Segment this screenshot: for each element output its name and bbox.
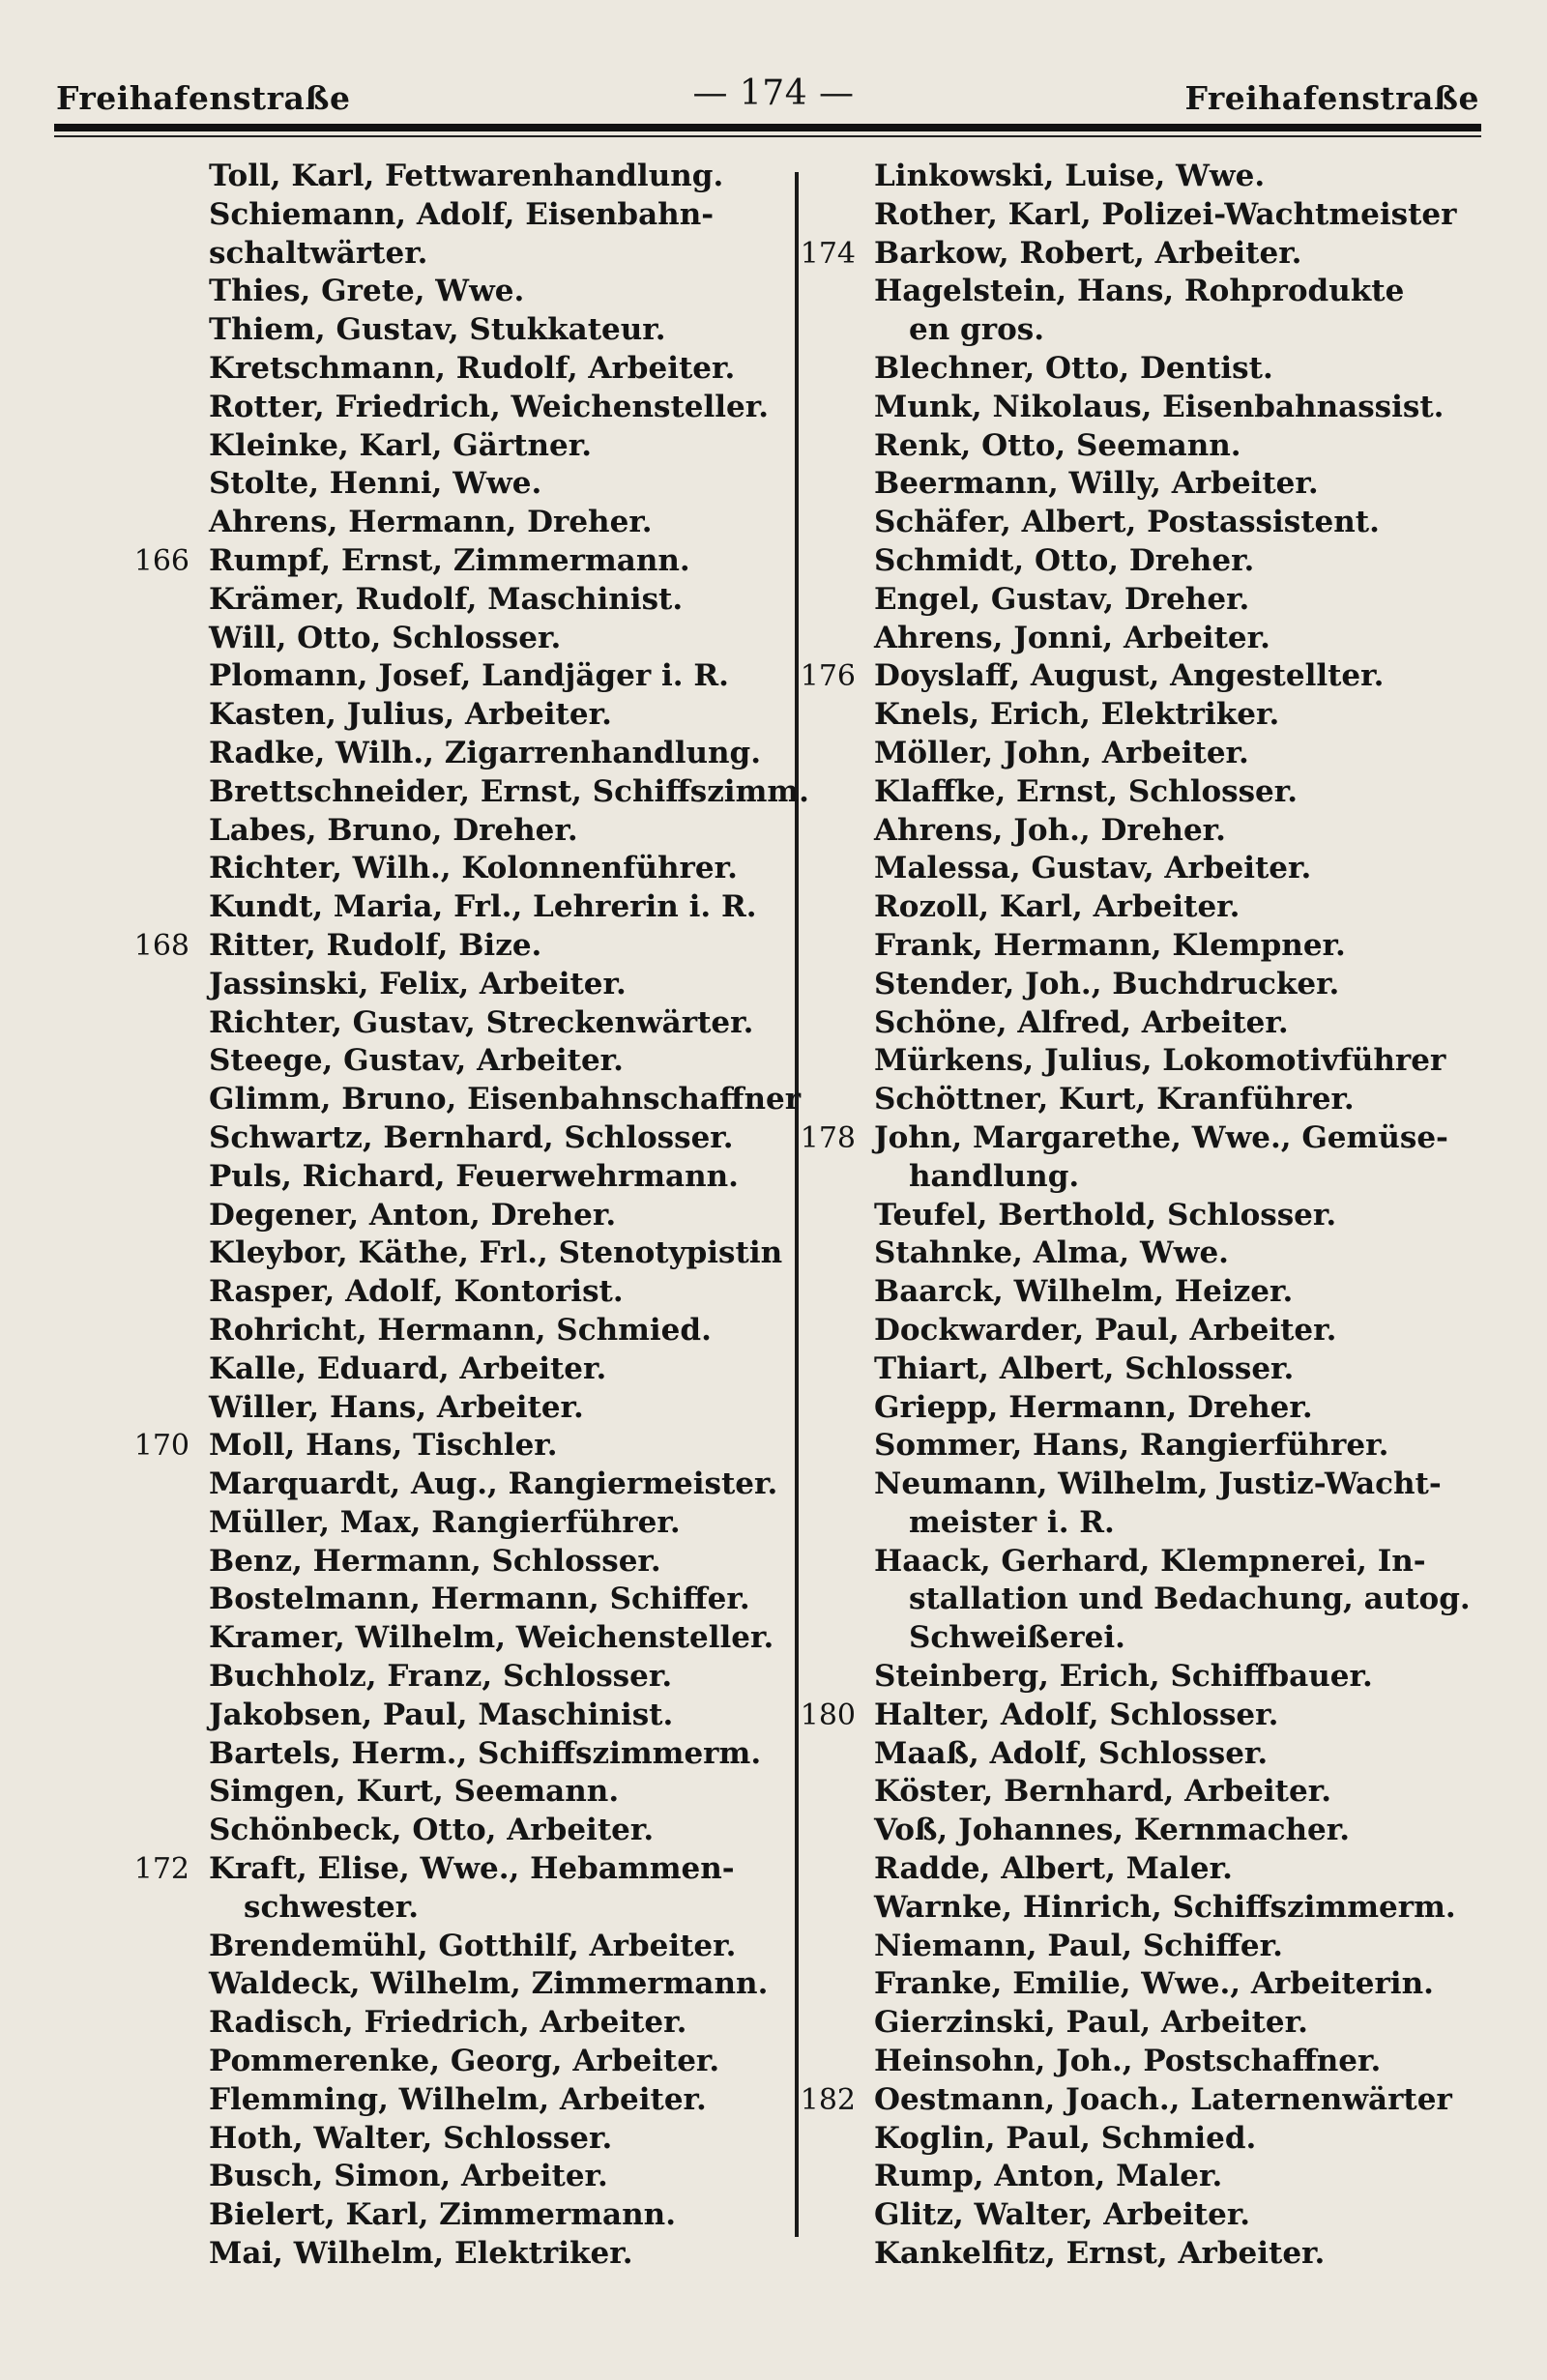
directory-entry <box>93 1658 784 1697</box>
directory-entry <box>93 2235 784 2274</box>
entry-text: Kraft, Elise, Wwe., Hebammen- <box>209 1851 735 1887</box>
directory-entry <box>93 1619 784 1658</box>
entry-text: Renk, Otto, Seemann. <box>874 427 1241 463</box>
house-number: 180 <box>800 1698 856 1732</box>
directory-entry <box>781 696 1497 735</box>
entry-text: Ritter, Rudolf, Bize. <box>209 927 542 963</box>
directory-entry <box>781 1658 1497 1697</box>
directory-entry <box>781 773 1497 812</box>
entry-text: Knels, Erich, Elektriker. <box>874 697 1280 733</box>
directory-entry <box>781 1350 1497 1389</box>
directory-entry <box>781 389 1497 427</box>
entry-text: Toll, Karl, Fettwarenhandlung. <box>209 159 724 193</box>
directory-entry <box>93 465 784 504</box>
directory-entry <box>781 1773 1497 1812</box>
directory-entry <box>781 1273 1497 1312</box>
entry-text: Neumann, Wilhelm, Justiz-Wacht- <box>874 1466 1442 1502</box>
entry-text: Maaß, Adolf, Schlosser. <box>874 1735 1269 1771</box>
directory-entry <box>781 1312 1497 1350</box>
directory-entry <box>781 1389 1497 1428</box>
directory-entry <box>93 1812 784 1850</box>
entry-text: Brettschneider, Ernst, Schiffszimm. <box>209 773 809 809</box>
directory-entry <box>93 1158 784 1197</box>
entry-text: Barkow, Robert, Arbeiter. <box>874 235 1302 271</box>
directory-entry <box>781 927 1497 966</box>
entry-text: Labes, Bruno, Dreher. <box>209 812 578 848</box>
entry-text: Degener, Anton, Dreher. <box>209 1197 617 1233</box>
entry-text: Puls, Richard, Feuerwehrmann. <box>209 1158 739 1194</box>
directory-entry <box>781 966 1497 1004</box>
entry-text: Kundt, Maria, Frl., Lehrerin i. R. <box>209 889 757 925</box>
entry-text: Glitz, Walter, Arbeiter. <box>874 2197 1251 2233</box>
directory-entry <box>93 1504 784 1543</box>
entry-text: Richter, Gustav, Streckenwärter. <box>209 1004 754 1040</box>
entry-text: Bostelmann, Hermann, Schiffer. <box>209 1582 750 1617</box>
entry-text: Mürkens, Julius, Lokomotivführer <box>874 1043 1446 1079</box>
directory-entry <box>781 2196 1497 2235</box>
entry-text: Waldeck, Wilhelm, Zimmermann. <box>209 1966 769 2002</box>
directory-entry <box>781 1965 1497 2004</box>
entry-text: handlung. <box>909 1158 1080 1194</box>
entry-text: Buchholz, Franz, Schlosser. <box>209 1659 673 1695</box>
directory-entry <box>93 850 784 888</box>
directory-entry <box>93 581 784 620</box>
directory-entry <box>93 657 784 696</box>
directory-entry <box>781 812 1497 851</box>
entry-text: Gierzinski, Paul, Arbeiter. <box>874 2005 1308 2041</box>
directory-entry <box>781 350 1497 389</box>
directory-entry <box>781 2235 1497 2274</box>
entry-text: Richter, Wilh., Kolonnenführer. <box>209 851 738 886</box>
entry-text: Munk, Nikolaus, Eisenbahnassist. <box>874 389 1445 424</box>
directory-entry <box>781 311 1497 350</box>
directory-entry <box>781 235 1497 274</box>
directory-entry <box>93 1081 802 1119</box>
entry-text: Blechner, Otto, Dentist. <box>874 350 1273 386</box>
entry-text: Rozoll, Karl, Arbeiter. <box>874 889 1241 925</box>
entry-text: Busch, Simon, Arbeiter. <box>209 2159 608 2194</box>
entry-text: Schönbeck, Otto, Arbeiter. <box>209 1813 655 1848</box>
directory-entry <box>93 1042 784 1081</box>
directory-entry <box>93 196 784 235</box>
directory-entry <box>93 1773 784 1812</box>
entry-text: Halter, Adolf, Schlosser. <box>874 1697 1279 1732</box>
entry-text: Stender, Joh., Buchdrucker. <box>874 966 1340 1001</box>
entry-text: Haack, Gerhard, Klempnerei, In- <box>874 1543 1426 1579</box>
directory-entry <box>93 1312 784 1350</box>
directory-entry <box>93 2196 784 2235</box>
directory-entry <box>781 1119 1497 1158</box>
directory-entry <box>93 1581 784 1619</box>
entry-text: Voß, Johannes, Kernmacher. <box>874 1813 1350 1848</box>
entry-text: Schmidt, Otto, Dreher. <box>874 542 1255 578</box>
directory-entry <box>781 2081 1497 2120</box>
directory-entry <box>781 1697 1497 1735</box>
directory-entry <box>93 504 784 542</box>
directory-entry <box>781 2004 1497 2043</box>
directory-entry <box>781 158 1497 196</box>
directory-entry <box>93 966 784 1004</box>
directory-entry <box>781 1504 1497 1543</box>
entry-text: Will, Otto, Schlosser. <box>209 620 562 655</box>
house-number: 172 <box>133 1852 190 1887</box>
entry-text: Beermann, Willy, Arbeiter. <box>874 466 1319 502</box>
directory-entry <box>93 1197 784 1235</box>
directory-entry <box>93 1350 784 1389</box>
house-number: 168 <box>133 928 190 963</box>
directory-entry <box>93 1697 784 1735</box>
directory-entry <box>781 196 1497 235</box>
entry-text: stallation und Bedachung, autog. <box>909 1582 1471 1617</box>
directory-entry <box>781 1619 1497 1658</box>
entry-text: Rother, Karl, Polizei-Wachtmeister <box>874 196 1457 232</box>
directory-entry <box>781 1042 1497 1081</box>
directory-entry <box>781 1466 1497 1504</box>
entry-text: Baarck, Wilhelm, Heizer. <box>874 1274 1294 1310</box>
directory-entry <box>93 696 784 735</box>
directory-entry <box>93 273 784 311</box>
entry-text: Bielert, Karl, Zimmermann. <box>209 2197 676 2233</box>
entry-text: Rasper, Adolf, Kontorist. <box>209 1274 624 1310</box>
directory-entry <box>781 1581 1497 1619</box>
entry-text: Bartels, Herm., Schiffszimmerm. <box>209 1735 762 1771</box>
entry-text: Linkowski, Luise, Wwe. <box>874 159 1266 193</box>
entry-text: Steege, Gustav, Arbeiter. <box>209 1043 624 1079</box>
entry-text: Engel, Gustav, Dreher. <box>874 581 1250 617</box>
directory-entry <box>781 504 1497 542</box>
directory-entry <box>781 657 1497 696</box>
entry-text: en gros. <box>909 312 1044 348</box>
entry-text: Schiemann, Adolf, Eisenbahn- <box>209 196 715 232</box>
entry-text: Heinsohn, Joh., Postschaffner. <box>874 2044 1382 2079</box>
entry-text: Simgen, Kurt, Seemann. <box>209 1774 620 1810</box>
header-rule-thin <box>54 135 1481 137</box>
entry-text: Sommer, Hans, Rangierführer. <box>874 1428 1389 1464</box>
directory-entry <box>781 1004 1497 1043</box>
directory-entry <box>93 427 784 466</box>
entry-text: Schäfer, Albert, Postassistent. <box>874 505 1380 540</box>
directory-entry <box>93 158 784 196</box>
entry-text: Moll, Hans, Tischler. <box>209 1428 558 1464</box>
entry-text: Kasten, Julius, Arbeiter. <box>209 697 612 733</box>
entry-text: Glimm, Bruno, Eisenbahnschaffner <box>209 1082 802 1117</box>
directory-entry <box>93 1928 784 1966</box>
entry-text: Thiem, Gustav, Stukkateur. <box>209 312 666 348</box>
directory-entry <box>93 1119 784 1158</box>
entry-text: Plomann, Josef, Landjäger i. R. <box>209 658 729 694</box>
directory-entry <box>93 1427 784 1466</box>
entry-text: Griepp, Hermann, Dreher. <box>874 1389 1313 1425</box>
entry-text: Willer, Hans, Arbeiter. <box>209 1389 584 1425</box>
directory-entry <box>781 1735 1497 1774</box>
entry-text: Malessa, Gustav, Arbeiter. <box>874 851 1312 886</box>
entry-text: Pommerenke, Georg, Arbeiter. <box>209 2044 720 2079</box>
entry-text: Oestmann, Joach., Laternenwärter <box>874 2081 1452 2117</box>
directory-entry <box>781 1812 1497 1850</box>
directory-entry <box>93 735 784 773</box>
directory-entry <box>781 1197 1497 1235</box>
house-number: 176 <box>800 659 856 694</box>
directory-entry <box>93 812 784 851</box>
entry-text: Marquardt, Aug., Rangiermeister. <box>209 1466 778 1502</box>
running-header-left: Freihafenstraße <box>56 79 351 117</box>
entry-text: Brendemühl, Gotthilf, Arbeiter. <box>209 1928 737 1963</box>
entry-text: Schwartz, Bernhard, Schlosser. <box>209 1119 734 1155</box>
entry-text: Steinberg, Erich, Schiffbauer. <box>874 1659 1373 1695</box>
entry-text: Klaffke, Ernst, Schlosser. <box>874 773 1299 809</box>
entry-text: Kleinke, Karl, Gärtner. <box>209 427 593 463</box>
house-number: 166 <box>133 543 190 578</box>
directory-entry <box>93 350 784 389</box>
directory-entry <box>781 1543 1497 1582</box>
entry-text: Koglin, Paul, Schmied. <box>874 2120 1257 2156</box>
directory-entry <box>93 2043 784 2081</box>
directory-entry <box>93 1850 784 1889</box>
house-number: 182 <box>800 2082 856 2117</box>
entry-text: Kleybor, Käthe, Frl., Stenotypistin <box>209 1235 783 1271</box>
directory-entry <box>93 1965 784 2004</box>
directory-entry <box>781 735 1497 773</box>
entry-text: Kretschmann, Rudolf, Arbeiter. <box>209 350 736 386</box>
running-header-right: Freihafenstraße <box>1184 79 1479 117</box>
directory-entry <box>781 1889 1497 1928</box>
entry-text: Radisch, Friedrich, Arbeiter. <box>209 2005 687 2041</box>
entry-text: Kramer, Wilhelm, Weichensteller. <box>209 1620 774 1656</box>
directory-entry <box>93 2120 784 2159</box>
directory-entry <box>93 1543 784 1582</box>
entry-text: Teufel, Berthold, Schlosser. <box>874 1197 1337 1233</box>
entry-text: Stolte, Henni, Wwe. <box>209 466 542 502</box>
entry-text: Radke, Wilh., Zigarrenhandlung. <box>209 735 762 770</box>
entry-text: Stahnke, Alma, Wwe. <box>874 1235 1229 1271</box>
entry-text: Möller, John, Arbeiter. <box>874 735 1249 770</box>
directory-entry <box>781 2120 1497 2159</box>
entry-text: Niemann, Paul, Schiffer. <box>874 1928 1283 1963</box>
directory-entry <box>93 389 784 427</box>
directory-entry <box>781 1158 1497 1197</box>
entry-text: Köster, Bernhard, Arbeiter. <box>874 1774 1331 1810</box>
directory-entry <box>93 2004 784 2043</box>
directory-entry <box>93 1735 784 1774</box>
entry-text: meister i. R. <box>909 1504 1115 1540</box>
directory-entry <box>93 927 784 966</box>
directory-entry <box>93 773 809 812</box>
directory-entry <box>781 1234 1497 1273</box>
entry-text: Radde, Albert, Maler. <box>874 1851 1233 1887</box>
directory-entry <box>781 581 1497 620</box>
entry-text: Jassinski, Felix, Arbeiter. <box>209 966 627 1001</box>
entry-text: Schöttner, Kurt, Kranführer. <box>874 1082 1355 1117</box>
page-number: — 174 — <box>692 73 855 113</box>
directory-entry <box>781 465 1497 504</box>
entry-text: schaltwärter. <box>209 235 428 271</box>
entry-text: Kalle, Eduard, Arbeiter. <box>209 1350 607 1386</box>
directory-entry <box>93 235 784 274</box>
entry-text: Benz, Hermann, Schlosser. <box>209 1543 661 1579</box>
entry-text: Rumpf, Ernst, Zimmermann. <box>209 542 690 578</box>
directory-entry <box>93 1234 784 1273</box>
entry-text: Hagelstein, Hans, Rohprodukte <box>874 274 1405 309</box>
entry-text: Ahrens, Hermann, Dreher. <box>209 505 653 540</box>
entry-text: Franke, Emilie, Wwe., Arbeiterin. <box>874 1966 1434 2002</box>
entry-text: Rotter, Friedrich, Weichensteller. <box>209 389 770 424</box>
directory-entry <box>781 427 1497 466</box>
directory-entry <box>781 2043 1497 2081</box>
directory-entry <box>781 2158 1497 2196</box>
house-number: 174 <box>800 236 856 271</box>
entry-text: Rump, Anton, Maler. <box>874 2159 1223 2194</box>
directory-entry <box>93 620 784 658</box>
entry-text: Dockwarder, Paul, Arbeiter. <box>874 1312 1337 1348</box>
directory-entry <box>93 1889 784 1928</box>
entry-text: Müller, Max, Rangierführer. <box>209 1504 681 1540</box>
directory-entry <box>781 1928 1497 1966</box>
entry-text: John, Margarethe, Wwe., Gemüse- <box>874 1119 1448 1155</box>
right-column <box>781 158 1497 2274</box>
directory-entry <box>781 1850 1497 1889</box>
entry-text: Doyslaff, August, Angestellter. <box>874 658 1385 694</box>
entry-text: Thies, Grete, Wwe. <box>209 274 525 309</box>
directory-entry <box>781 1081 1497 1119</box>
entry-text: Schweißerei. <box>909 1620 1125 1656</box>
entry-text: Schöne, Alfred, Arbeiter. <box>874 1004 1289 1040</box>
directory-entry <box>781 888 1497 927</box>
house-number: 170 <box>133 1429 190 1464</box>
directory-entry <box>93 888 784 927</box>
entry-text: schwester. <box>244 1889 420 1925</box>
entry-text: Ahrens, Jonni, Arbeiter. <box>874 620 1270 655</box>
header-rule-thick <box>54 124 1481 131</box>
directory-entry <box>93 2081 784 2120</box>
entry-text: Frank, Hermann, Klempner. <box>874 927 1346 963</box>
directory-entry <box>781 850 1497 888</box>
entry-text: Krämer, Rudolf, Maschinist. <box>209 581 684 617</box>
entry-text: Flemming, Wilhelm, Arbeiter. <box>209 2081 707 2117</box>
entry-text: Rohricht, Hermann, Schmied. <box>209 1312 712 1348</box>
directory-entry <box>781 620 1497 658</box>
house-number: 178 <box>800 1120 856 1155</box>
directory-entry <box>93 1466 784 1504</box>
left-column <box>93 158 809 2274</box>
entry-text: Mai, Wilhelm, Elektriker. <box>209 2236 633 2272</box>
directory-entry <box>93 2158 784 2196</box>
directory-entry <box>93 542 784 581</box>
directory-entry <box>781 542 1497 581</box>
entry-text: Warnke, Hinrich, Schiffszimmerm. <box>874 1889 1456 1925</box>
entry-text: Hoth, Walter, Schlosser. <box>209 2120 613 2156</box>
directory-entry <box>781 1427 1497 1466</box>
entry-text: Ahrens, Joh., Dreher. <box>874 812 1226 848</box>
entry-text: Thiart, Albert, Schlosser. <box>874 1350 1295 1386</box>
directory-entry <box>93 311 784 350</box>
directory-entry <box>93 1389 784 1428</box>
directory-entry <box>781 273 1497 311</box>
entry-text: Kankelfitz, Ernst, Arbeiter. <box>874 2236 1326 2272</box>
entry-text: Jakobsen, Paul, Maschinist. <box>209 1697 674 1732</box>
directory-entry <box>93 1273 784 1312</box>
directory-entry <box>93 1004 784 1043</box>
